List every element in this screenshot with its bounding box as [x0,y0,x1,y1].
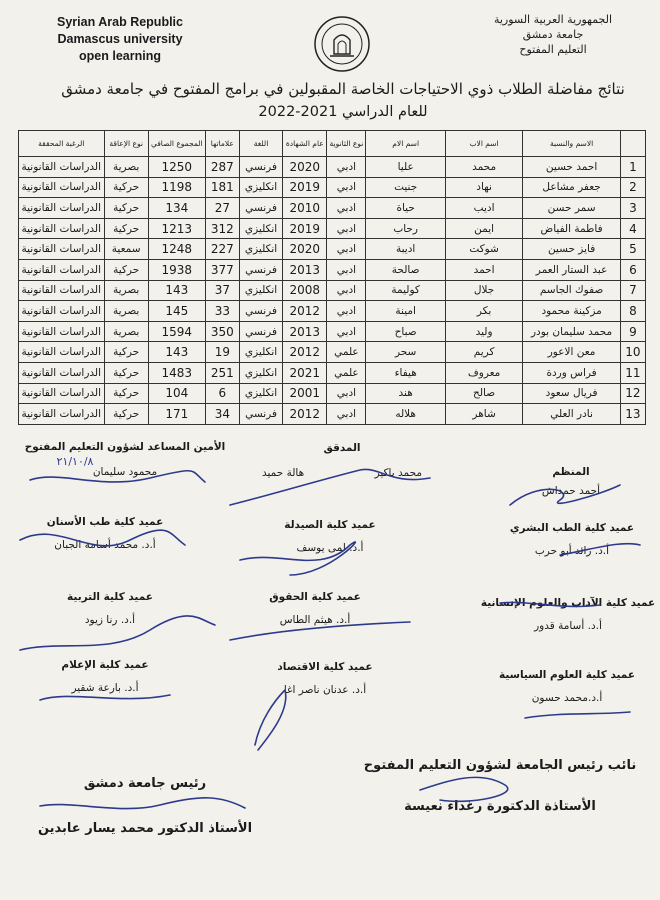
cell-program: الدراسات القانونية [19,218,105,239]
cell-program: الدراسات القانونية [19,239,105,260]
signature-dean-education [40,590,180,628]
col-name: الاسم والنسبة [523,131,621,157]
organizer-name: أحمد حمداش [541,485,601,497]
dean-dentistry-role: عميد كلية طب الأسنان [46,516,164,528]
signature-dean-politics [482,668,652,706]
cell-net-total: 1248 [148,239,205,260]
cell-lang-mark: 227 [205,239,239,260]
cell-lang-mark: 377 [205,259,239,280]
col-program: الرغبة المحققة [19,131,105,157]
scribble-dean-economics [255,690,286,750]
table-header-row [19,131,646,157]
cell-lang-mark: 251 [205,362,239,383]
signature-organizer [486,465,656,499]
arabic-header [468,12,638,57]
results-table [18,130,646,425]
table-row [19,301,646,322]
cell-net-total: 1213 [148,218,205,239]
cell-disability: حركية [104,198,148,219]
dean-human-med-role: عميد كلية الطب البشري [509,522,635,534]
cell-name: سمر حسن [523,198,621,219]
cell-program: الدراسات القانونية [19,404,105,425]
university-logo [312,14,372,74]
cell-disability: بصرية [104,157,148,178]
cell-index: 3 [620,198,645,219]
cell-index: 11 [620,362,645,383]
cell-lang-mark: 33 [205,301,239,322]
cell-program: الدراسات القانونية [19,177,105,198]
cell-disability: حركية [104,342,148,363]
cell-father: معروف [445,362,522,383]
cell-net-total: 171 [148,404,205,425]
cell-name: محمد سليمان بودر [523,321,621,342]
cell-secondary-type: ادبي [327,280,366,301]
cell-index: 8 [620,301,645,322]
handwritten-date: ٢١/١٠/٨ [56,455,94,468]
table-row [19,362,646,383]
cell-cert-year: 2020 [283,239,327,260]
col-secondary-type: نوع الثانوية [327,131,366,157]
cell-lang-mark: 287 [205,157,239,178]
cell-disability: حركية [104,259,148,280]
cell-net-total: 104 [148,383,205,404]
dean-arts-name: أ.د. أسامة قدور [534,620,602,632]
cell-secondary-type: ادبي [327,321,366,342]
cell-father: احمد [445,259,522,280]
cell-cert-year: 2010 [283,198,327,219]
table-row [19,342,646,363]
dean-politics-role: عميد كلية العلوم السياسية [498,669,636,681]
academic-year: للعام الدراسي 2021-2022 [258,104,428,120]
signature-president [20,776,270,836]
col-index [620,131,645,157]
cell-lang-mark: 27 [205,198,239,219]
cell-net-total: 1483 [148,362,205,383]
cell-cert-year: 2012 [283,301,327,322]
dean-arts-role: عميد كلية الآداب والعلوم الإنسانية [480,597,656,609]
cell-language: انكليزي [239,342,282,363]
table-row [19,321,646,342]
secretary-name: محمود سليمان [92,466,158,478]
cell-disability: سمعية [104,239,148,260]
cell-language: انكليزي [239,280,282,301]
cell-cert-year: 2012 [283,404,327,425]
dean-media-name: أ.د. بارعة شقير [71,682,139,694]
dean-economics-name: أ.د. عدنان ناصر اغا [283,684,367,696]
signature-vice-president [355,758,645,814]
cell-lang-mark: 181 [205,177,239,198]
dean-politics-name: أ.د.محمد حسون [531,692,603,704]
cell-program: الدراسات القانونية [19,280,105,301]
dean-law-name: أ.د. هيثم الطاس [279,614,351,626]
cell-index: 5 [620,239,645,260]
cell-cert-year: 2013 [283,259,327,280]
cell-cert-year: 2008 [283,280,327,301]
document-title: نتائج مفاضلة الطلاب ذوي الاحتياجات الخاصة المقبولين في برامج المفتوح في جامعة دمشق [61,80,625,98]
signature-dean-law [240,590,390,628]
signature-dean-human-medicine [492,521,652,559]
cell-mother: حياة [366,198,445,219]
signature-auditor [262,441,422,481]
cell-mother: كوليمة [366,280,445,301]
signature-dean-economics [245,660,405,698]
cell-disability: بصرية [104,301,148,322]
arabic-university: جامعة دمشق [522,28,584,41]
cell-lang-mark: 6 [205,383,239,404]
arabic-country: الجمهورية العربية السورية [493,13,613,26]
dean-human-med-name: أ.د. رائد أبو حرب [534,545,610,557]
cell-language: انكليزي [239,218,282,239]
cell-mother: عليا [366,157,445,178]
cell-secondary-type: علمي [327,362,366,383]
table-row [19,198,646,219]
table-row [19,177,646,198]
dean-pharmacy-name: أ.د. لمى يوسف [296,542,364,554]
cell-language: فرنسي [239,321,282,342]
signature-dean-dentistry [20,515,190,553]
dean-economics-role: عميد كلية الاقتصاد [277,661,373,673]
cell-lang-mark: 312 [205,218,239,239]
signature-dean-arts [476,596,660,634]
cell-program: الدراسات القانونية [19,362,105,383]
table-row [19,218,646,239]
cell-net-total: 1250 [148,157,205,178]
cell-cert-year: 2012 [283,342,327,363]
cell-program: الدراسات القانونية [19,383,105,404]
vp-name: الأستاذة الدكتورة رغداء نعيسة [404,799,596,814]
cell-disability: حركية [104,404,148,425]
auditor-name-1: هالة حميد [262,467,305,479]
cell-index: 12 [620,383,645,404]
cell-net-total: 1594 [148,321,205,342]
cell-language: فرنسي [239,404,282,425]
cell-secondary-type: ادبي [327,198,366,219]
table-row [19,157,646,178]
cell-father: نهاد [445,177,522,198]
cell-mother: صباح [366,321,445,342]
cell-father: وليد [445,321,522,342]
cell-mother: صالحة [366,259,445,280]
cell-father: محمد [445,157,522,178]
arabic-department: التعليم المفتوح [519,43,587,56]
cell-secondary-type: علمي [327,342,366,363]
table-row [19,280,646,301]
cell-secondary-type: ادبي [327,301,366,322]
cell-index: 9 [620,321,645,342]
cell-language: فرنسي [239,301,282,322]
cell-secondary-type: ادبي [327,404,366,425]
cell-secondary-type: ادبي [327,157,366,178]
cell-secondary-type: ادبي [327,177,366,198]
cell-mother: سحر [366,342,445,363]
cell-disability: حركية [104,177,148,198]
organizer-role: المنظم [552,466,590,478]
cell-secondary-type: ادبي [327,218,366,239]
dean-media-role: عميد كلية الإعلام [61,659,149,671]
cell-program: الدراسات القانونية [19,301,105,322]
cell-disability: بصرية [104,280,148,301]
cell-mother: هلاله [366,404,445,425]
cell-name: فريال سعود [523,383,621,404]
cell-name: صفوك الجاسم [523,280,621,301]
cell-language: انكليزي [239,239,282,260]
col-father: اسم الاب [445,131,522,157]
cell-name: معن الاعور [523,342,621,363]
secretary-role: الأمين المساعد لشؤون التعليم المفتوح [24,441,226,453]
vp-role: نائب رئيس الجامعة لشؤون التعليم المفتوح [363,758,637,773]
cell-father: شوكت [445,239,522,260]
cell-language: فرنسي [239,259,282,280]
cell-disability: بصرية [104,321,148,342]
dean-education-name: أ.د. رنا زيود [84,614,136,626]
cell-mother: رحاب [366,218,445,239]
col-cert-year: عام الشهادة [283,131,327,157]
cell-lang-mark: 34 [205,404,239,425]
col-lang-mark: علاماتها [205,131,239,157]
cell-name: فاطمة الفياض [523,218,621,239]
cell-disability: حركية [104,362,148,383]
cell-mother: هند [366,383,445,404]
cell-name: مزكينة محمود [523,301,621,322]
cell-net-total: 143 [148,342,205,363]
col-net-total: المجموع الصافي [148,131,205,157]
cell-name: عبد الستار العمر [523,259,621,280]
president-name: الأستاذ الدكتور محمد يسار عابدين [37,821,253,836]
cell-mother: جنيت [366,177,445,198]
dean-pharmacy-role: عميد كلية الصيدلة [284,519,376,531]
cell-name: نادر العلي [523,404,621,425]
cell-program: الدراسات القانونية [19,157,105,178]
cell-name: فراس وردة [523,362,621,383]
col-mother: اسم الام [366,131,445,157]
table-row [19,383,646,404]
cell-index: 10 [620,342,645,363]
english-country: Syrian Arab Republic [57,15,183,29]
cell-name: احمد حسين [523,157,621,178]
cell-disability: حركية [104,218,148,239]
cell-program: الدراسات القانونية [19,198,105,219]
cell-father: صالح [445,383,522,404]
cell-lang-mark: 37 [205,280,239,301]
cell-index: 1 [620,157,645,178]
cell-secondary-type: ادبي [327,383,366,404]
cell-language: انكليزي [239,383,282,404]
cell-name: جعفر مشاعل [523,177,621,198]
cell-net-total: 134 [148,198,205,219]
english-header [40,14,200,65]
cell-language: فرنسي [239,198,282,219]
col-disability: نوع الإعاقة [104,131,148,157]
cell-mother: امينة [366,301,445,322]
cell-cert-year: 2021 [283,362,327,383]
cell-father: بكر [445,301,522,322]
cell-disability: حركية [104,383,148,404]
signature-dean-pharmacy [250,518,410,556]
cell-program: الدراسات القانونية [19,321,105,342]
cell-father: شاهر [445,404,522,425]
cell-secondary-type: ادبي [327,239,366,260]
table-row [19,239,646,260]
cell-lang-mark: 350 [205,321,239,342]
cell-index: 2 [620,177,645,198]
dean-education-role: عميد كلية التربية [67,591,153,603]
cell-cert-year: 2001 [283,383,327,404]
cell-language: انكليزي [239,362,282,383]
cell-cert-year: 2013 [283,321,327,342]
cell-language: فرنسي [239,157,282,178]
table-row [19,404,646,425]
cell-net-total: 145 [148,301,205,322]
col-language: اللغة [239,131,282,157]
auditor-role: المدقق [323,442,361,454]
cell-father: كريم [445,342,522,363]
cell-cert-year: 2020 [283,157,327,178]
cell-mother: اديبة [366,239,445,260]
english-department: open learning [79,49,161,63]
cell-father: ايمن [445,218,522,239]
dean-dentistry-name: أ.د. محمد أسامة الجبان [54,539,156,551]
cell-index: 6 [620,259,645,280]
auditor-name-2: محمد باكير [374,467,422,479]
cell-program: الدراسات القانونية [19,342,105,363]
dean-law-role: عميد كلية الحقوق [269,591,361,603]
president-role: رئيس جامعة دمشق [83,776,207,791]
cell-index: 13 [620,404,645,425]
signature-dean-media [40,658,170,696]
cell-program: الدراسات القانونية [19,259,105,280]
cell-net-total: 1198 [148,177,205,198]
cell-name: فايز حسين [523,239,621,260]
cell-cert-year: 2019 [283,218,327,239]
scribble-dean-politics [525,712,630,718]
cell-secondary-type: ادبي [327,259,366,280]
english-university: Damascus university [57,32,183,46]
table-row [19,259,646,280]
cell-mother: هيفاء [366,362,445,383]
cell-index: 4 [620,218,645,239]
cell-father: اديب [445,198,522,219]
cell-language: انكليزي [239,177,282,198]
cell-cert-year: 2019 [283,177,327,198]
cell-index: 7 [620,280,645,301]
cell-lang-mark: 19 [205,342,239,363]
cell-net-total: 143 [148,280,205,301]
cell-net-total: 1938 [148,259,205,280]
cell-father: جلال [445,280,522,301]
